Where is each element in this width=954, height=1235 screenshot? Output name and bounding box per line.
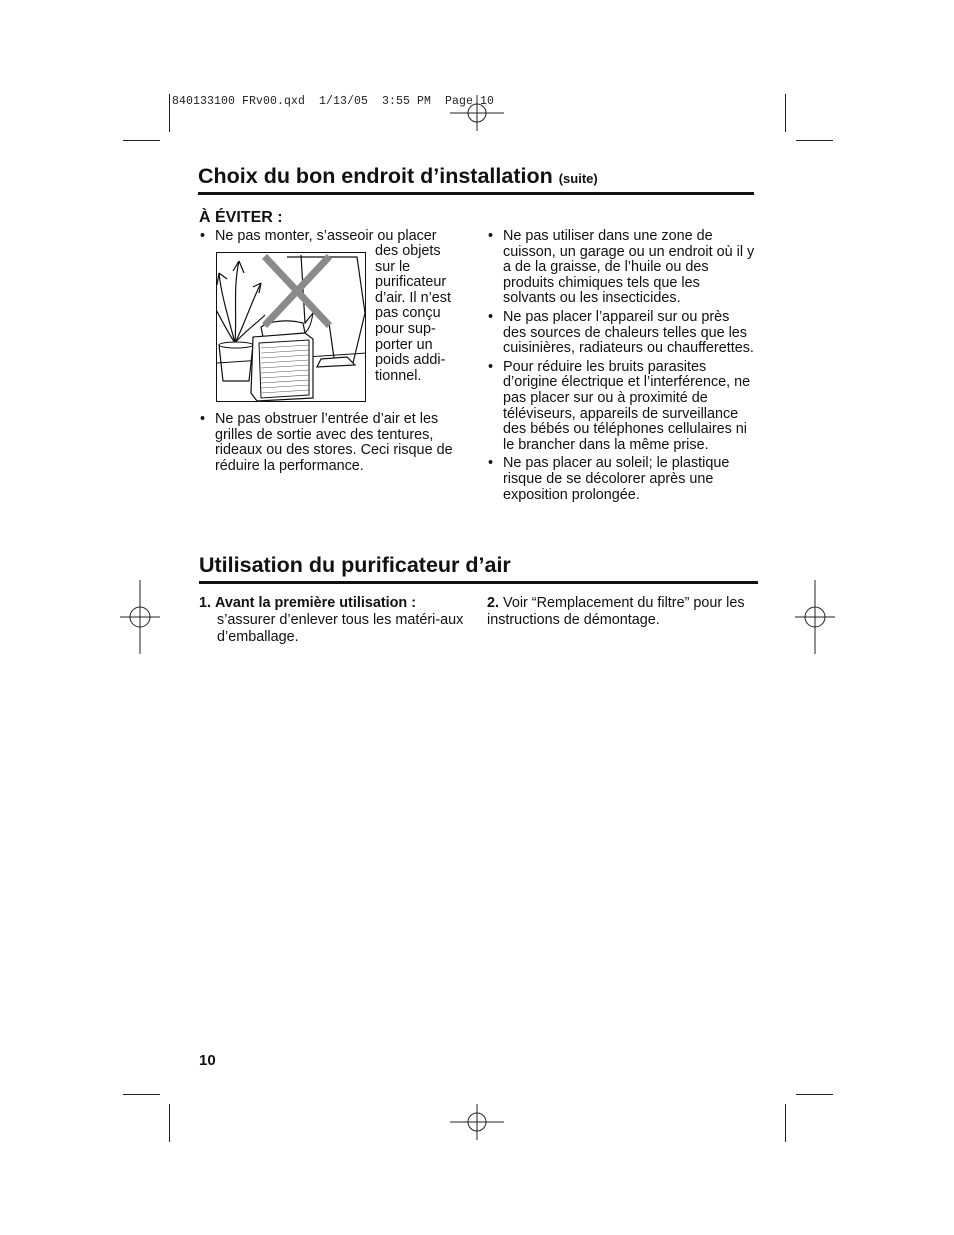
- step-text: Voir “Remplacement du filtre” pour les instructions de démontage.: [487, 595, 745, 628]
- step-text: s’assurer d’enlever tous les matéri-aux d’emballage.: [217, 612, 464, 645]
- step-number: 1.: [199, 595, 212, 611]
- list-item: • Ne pas obstruer l’entrée d’air et les grilles de sortie avec des tentures, rideaux ou des stores. Ceci risque de réduire la performance.: [199, 412, 471, 474]
- bullet-wrap-text: [375, 244, 470, 384]
- crop-mark-bottom-left-h: [123, 1094, 160, 1095]
- registration-mark-icon: [795, 580, 835, 654]
- text-line: tionnel.: [375, 367, 422, 384]
- registration-mark-icon: [120, 580, 160, 654]
- text-line: poids addi-: [375, 352, 446, 369]
- list-item: • Ne pas placer au soleil; le plastique risque de se décolorer après une exposition prolongée.: [487, 456, 755, 503]
- crop-mark-bottom-left-v: [169, 1104, 170, 1142]
- section-rule: [198, 192, 754, 195]
- crop-mark-top-left-h: [123, 140, 160, 141]
- crop-mark-top-right-h: [796, 140, 833, 141]
- list-item: • Ne pas placer l’appareil sur ou près des sources de chaleurs telles que les cuisinières, radiateurs ou chaufferettes.: [487, 310, 755, 357]
- bullet-intro-text: Ne pas monter, s’asseoir ou placer: [215, 228, 437, 244]
- section-rule: [199, 581, 758, 584]
- list-item: • Ne pas utiliser dans une zone de cuisson, un garage ou un endroit où il y a de la graisse, de l’huile ou des produits chimiques tels que les solvants ou les insecticides.: [487, 229, 755, 307]
- section-title-installation: [198, 164, 598, 189]
- crop-mark-top-left-v: [169, 94, 170, 132]
- text-line: purificateur: [375, 274, 447, 291]
- section-title-usage: Utilisation du purificateur d’air: [199, 553, 511, 577]
- text-line: pour sup-: [375, 320, 436, 337]
- crop-mark-top-right-v: [785, 94, 786, 132]
- right-bullet-list: [487, 229, 755, 506]
- text-line: des objets: [375, 243, 441, 259]
- registration-mark-icon: [450, 95, 504, 131]
- left-bullet-list-2: [199, 412, 471, 474]
- text-line: porter un: [375, 336, 433, 353]
- crop-mark-bottom-right-v: [785, 1104, 786, 1142]
- page-number: 10: [199, 1052, 216, 1069]
- step-number: 2.: [487, 595, 500, 611]
- crop-mark-bottom-right-h: [796, 1094, 833, 1095]
- registration-mark-icon: [450, 1104, 504, 1140]
- subheading-avoid: À ÉVITER :: [199, 209, 283, 226]
- step-1: [199, 595, 474, 646]
- section-title-text: Choix du bon endroit d’installation: [198, 164, 553, 188]
- print-slug: 840133100 FRv00.qxd 1/13/05 3:55 PM Page 10: [172, 95, 495, 108]
- text-line: pas conçu: [375, 305, 441, 322]
- no-standing-on-purifier-illustration: [216, 252, 366, 402]
- step-label: Avant la première utilisation :: [215, 595, 416, 611]
- step-2: [487, 595, 755, 629]
- text-line: d’air. Il n’est: [375, 289, 451, 306]
- text-line: sur le: [375, 258, 411, 275]
- section-title-suffix: (suite): [558, 171, 598, 186]
- list-item: • Pour réduire les bruits parasites d’origine électrique et l’interférence, ne pas placer sur ou à proximité de téléviseurs, appareils de surveillance des bébés ou téléphones cellulaires ni le brancher dans la même prise.: [487, 360, 755, 454]
